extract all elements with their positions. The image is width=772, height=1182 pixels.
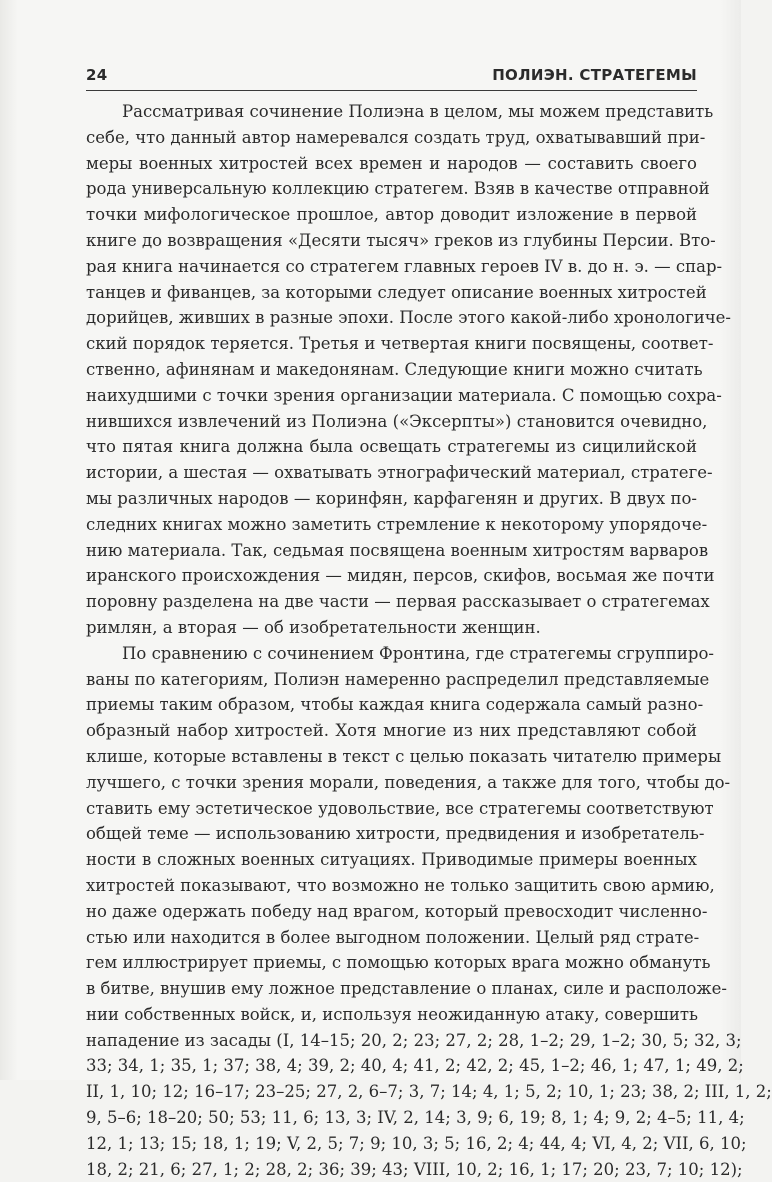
text-line: приемы таким образом, чтобы каждая книга содержала самый разно-	[86, 695, 704, 715]
text-line: ский порядок теряется. Третья и четвертая книги посвящены, соответ-	[86, 334, 714, 354]
text-line: ственно, афинянам и македонянам. Следующие книги можно считать	[86, 359, 703, 379]
text-line: римлян, а вторая — об изобретательности женщин.	[86, 617, 541, 637]
running-header	[86, 64, 697, 91]
text-line: Рассматривая сочинение Полиэна в целом, мы можем представить	[122, 102, 714, 121]
text-line: ваны по категориям, Полиэн намеренно распределил представляемые	[86, 669, 710, 689]
text-line: истории, а шестая — охватывать этнографический материал, стратеге-	[86, 463, 713, 483]
running-title: ПОЛИЭН. СТРАТЕГЕМЫ	[492, 66, 697, 84]
body-text	[86, 99, 772, 1182]
text-line: в битве, внушив ему ложное представление о планах, силе и расположе-	[86, 979, 727, 999]
paragraph	[86, 99, 731, 641]
text-line: 33; 34, 1; 35, 1; 37; 38, 4; 39, 2; 40, 4; 41, 2; 42, 2; 45, 1–2; 46, 1; 47, 1; 49, 2;	[86, 1056, 744, 1076]
text-line: наихудшими с точки зрения организации материала. С помощью сохра-	[86, 385, 722, 405]
text-line: нападение из засады (I, 14–15; 20, 2; 23; 27, 2; 28, 1–2; 29, 1–2; 30, 5; 32, 3;	[86, 1030, 742, 1050]
text-line: себе, что данный автор намеревался создать труд, охватывавший при-	[86, 127, 706, 147]
text-line: 9, 5–6; 18–20; 50; 53; 11, 6; 13, 3; IV, 2, 14; 3, 9; 6, 19; 8, 1; 4; 9, 2; 4–5; 11, 4;	[86, 1108, 745, 1128]
text-line: иранского происхождения — мидян, персов, скифов, восьмая же почти	[86, 566, 715, 586]
text-line: рая книга начинается со стратегем главных героев IV в. до н. э. — спар-	[86, 256, 723, 276]
text-line: 12, 1; 13; 15; 18, 1; 19; V, 2, 5; 7; 9; 10, 3; 5; 16, 2; 4; 44, 4; VI, 4, 2; VII, 6, 10;	[86, 1133, 747, 1153]
page-number: 24	[86, 66, 108, 84]
text-line: II, 1, 10; 12; 16–17; 23–25; 27, 2, 6–7; 3, 7; 14; 4, 1; 5, 2; 10, 1; 23; 38, 2; III, 1, 2;	[86, 1082, 772, 1102]
text-line: но даже одержать победу над врагом, который превосходит численно-	[86, 901, 708, 921]
text-line: точки мифологическое прошлое, автор доводит изложение в первой	[86, 205, 697, 225]
text-line: нию материала. Так, седьмая посвящена военным хитростям варваров	[86, 540, 709, 560]
text-line: танцев и фиванцев, за которыми следует описание военных хитростей	[86, 282, 707, 302]
text-line: хитростей показывают, что возможно не только защитить свою армию,	[86, 875, 715, 895]
text-line: общей теме — использованию хитрости, предвидения и изобретатель-	[86, 824, 705, 844]
text-line: клише, которые вставлены в текст с целью показать читателю примеры	[86, 746, 722, 766]
text-line: что пятая книга должна была освещать стратегемы из сицилийской	[86, 437, 697, 457]
text-line: ставить ему эстетическое удовольствие, все стратегемы соответствуют	[86, 798, 714, 818]
text-line: 18, 2; 21, 6; 27, 1; 2; 28, 2; 36; 39; 43; VIII, 10, 2; 16, 1; 17; 20; 23, 7; 10; 12);	[86, 1159, 743, 1179]
text-line: нии собственных войск, и, используя неожиданную атаку, совершить	[86, 1004, 698, 1024]
text-line: ности в сложных военных ситуациях. Приводимые примеры военных	[86, 850, 697, 870]
text-line: рода универсальную коллекцию стратегем. Взяв в качестве отправной	[86, 179, 710, 199]
text-line: следних книгах можно заметить стремление к некоторому упорядоче-	[86, 514, 708, 534]
text-line: поровну разделена на две части — первая рассказывает о стратегемах	[86, 592, 710, 612]
text-line: мы различных народов — коринфян, карфагенян и других. В двух по-	[86, 488, 697, 508]
text-line: стью или находится в более выгодном положении. Целый ряд страте-	[86, 927, 700, 947]
text-line: нившихся извлечений из Полиэна («Эксерпты») становится очевидно,	[86, 411, 708, 431]
text-line: образный набор хитростей. Хотя многие из них представляют собой	[86, 721, 697, 741]
text-line: дорийцев, живших в разные эпохи. После этого какой-либо хронологиче-	[86, 308, 731, 328]
text-line: гем иллюстрирует приемы, с помощью которых врага можно обмануть	[86, 953, 711, 973]
text-line: лучшего, с точки зрения морали, поведения, а также для того, чтобы до-	[86, 772, 731, 792]
paragraph	[86, 641, 772, 1182]
text-line: По сравнению с сочинением Фронтина, где стратегемы сгруппиро-	[122, 643, 714, 663]
text-line: меры военных хитростей всех времен и народов — составить своего	[86, 153, 697, 173]
text-line: книге до возвращения «Десяти тысяч» греков из глубины Персии. Вто-	[86, 230, 716, 250]
